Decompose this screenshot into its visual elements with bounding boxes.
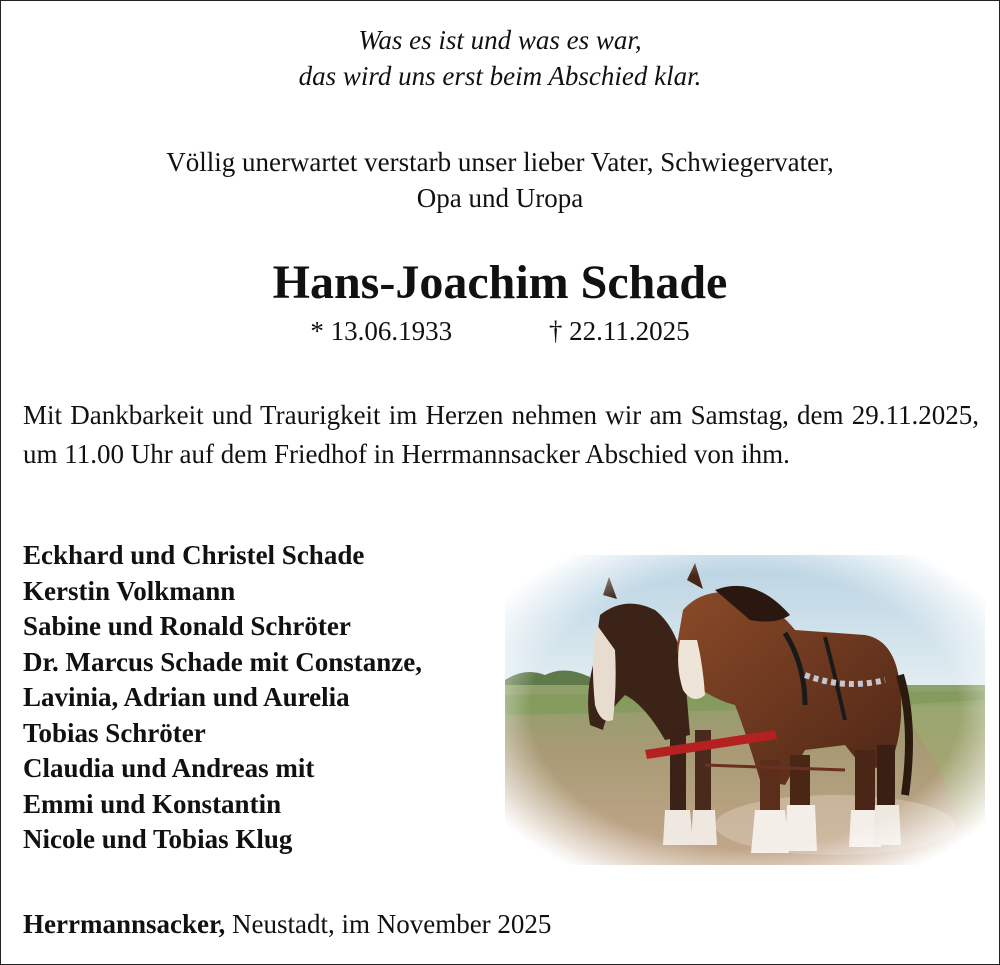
mourner-entry: Eckhard und Christel Schade <box>23 540 365 570</box>
horses-photo <box>505 555 985 865</box>
intro-line-2: Opa und Uropa <box>416 183 584 213</box>
closing-line <box>23 906 979 942</box>
life-dates <box>0 314 1000 348</box>
mourner-entry: Emmi und Konstantin <box>23 788 282 819</box>
mourner-entry: Kerstin Volkmann <box>23 575 236 606</box>
mourners-list <box>23 538 503 858</box>
mourner-entry: Claudia und Andreas mit <box>23 753 315 783</box>
motto-verse <box>0 22 1000 94</box>
motto-line-2: das wird uns erst beim Abschied klar. <box>298 61 702 91</box>
mourner-entry: Lavinia, Adrian und Aurelia <box>23 682 350 712</box>
mourner-entry: Dr. Marcus Schade mit Constanze, <box>23 646 422 677</box>
deceased-name: Hans-Joachim Schade <box>272 256 728 309</box>
mourner-entry: Tobias Schröter <box>23 717 206 748</box>
intro-text <box>0 144 1000 216</box>
death-date: † 22.11.2025 <box>548 316 690 346</box>
birth-date: * 13.06.1933 <box>310 316 453 346</box>
closing-rest: Neustadt, im November 2025 <box>225 909 552 939</box>
mourner-entry: Sabine und Ronald Schröter <box>23 611 351 641</box>
closing-place: Herrmannsacker, <box>23 909 226 939</box>
intro-line-1: Völlig unerwartet verstarb unser lieber Vater, Schwiegervater, <box>166 147 834 177</box>
funeral-announcement: Mit Dankbarkeit und Traurigkeit im Herzen nehmen wir am Samstag, dem 29.11.2025, um 11.00 Uhr auf dem Friedhof in Herrmannsacker Abschied von ihm. <box>23 400 979 469</box>
motto-line-1: Was es ist und was es war, <box>358 25 642 55</box>
mourner-entry: Nicole und Tobias Klug <box>23 824 293 854</box>
